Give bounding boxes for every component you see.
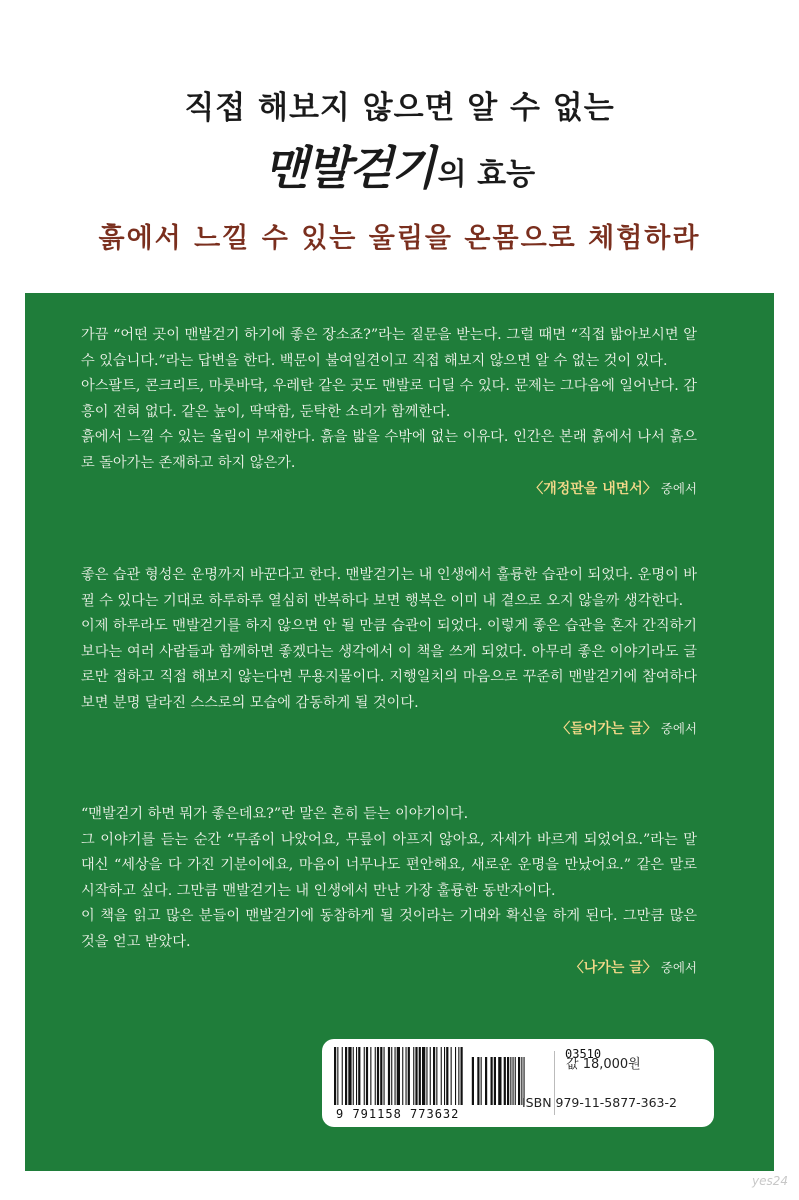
- excerpt-source: [81, 476, 697, 502]
- excerpt-source: [81, 955, 697, 981]
- excerpt-paragraph: 좋은 습관 형성은 운명까지 바꾼다고 한다. 맨발걷기는 내 인생에서 훌륭한 습관이 되었다. 운명이 바뀔 수 있다는 기대로 하루하루 열심히 반복하다 보면 행복은 이미 내 곁으로 오지 않을까 생각한다.: [81, 567, 697, 609]
- excerpt-3: [81, 802, 697, 981]
- excerpt-2: [81, 563, 697, 742]
- title-rest-text: 의 효능: [437, 157, 536, 192]
- book-title: [0, 132, 799, 198]
- watermark: yes24: [752, 1174, 789, 1188]
- headline: 직접 해보지 않으면 알 수 없는: [184, 90, 615, 126]
- excerpt-source: [81, 716, 697, 742]
- excerpt-paragraph: 아스팔트, 콘크리트, 마룻바닥, 우레탄 같은 곳도 맨발로 디딜 수 있다. 문제는 그다음에 일어난다. 감흥이 전혀 없다. 같은 높이, 딱딱함, 둔탁한 소리가 함께한다.: [81, 378, 697, 420]
- source-work: 〈들어가는 글〉: [556, 721, 657, 737]
- excerpt-paragraph: 흙에서 느낄 수 있는 울림이 부재한다. 흙을 밟을 수밖에 없는 이유다. 인간은 본래 흙에서 나서 흙으로 돌아가는 존재하고 하지 않은가.: [81, 429, 697, 471]
- barcode-label: [322, 1039, 714, 1127]
- excerpt-paragraph: “맨발걷기 하면 뭐가 좋은데요?”란 말은 흔히 듣는 이야기이다.: [81, 806, 469, 822]
- barcode-addon-number: 03510: [565, 1047, 602, 1061]
- source-tail: 중에서: [660, 721, 697, 736]
- subtitle: 흙에서 느낄 수 있는 울림을 온몸으로 체험하라: [98, 223, 701, 254]
- excerpt-paragraph: 이 책을 읽고 많은 분들이 맨발걷기에 동참하게 될 것이라는 기대와 확신을 하게 된다. 그만큼 많은 것을 얻고 받았다.: [81, 908, 697, 950]
- isbn: ISBN 979-11-5877-363-2: [522, 1095, 677, 1110]
- barcode-digits: 9 791158 773632: [336, 1107, 460, 1121]
- source-tail: 중에서: [660, 960, 697, 975]
- excerpt-1: [81, 323, 697, 502]
- excerpt-paragraph: 그 이야기를 듣는 순간 “무좀이 나았어요, 무릎이 아프지 않아요, 자세가 바르게 되었어요.”라는 말 대신 “세상을 다 가진 기분이에요, 마음이 너무나도 편안해요, 새로운 운명을 만났어요.” 같은 말로 시작하고 싶다. 그만큼 맨발걷기는 내 인생에서 만난 가장 훌륭한 동반자이다.: [81, 831, 697, 899]
- cover-header: [0, 0, 799, 290]
- excerpt-paragraph: 이제 하루라도 맨발걷기를 하지 않으면 안 될 만큼 습관이 되었다. 이렇게 좋은 습관을 혼자 간직하기보다는 여러 사람들과 함께하면 좋겠다는 생각에서 이 책을 쓰게 되었다. 아무리 좋은 이야기라도 글로만 접하고 직접 해보지 않는다면 무용지물이다. 지행일치의 마음으로 꾸준히 맨발걷기에 참여하다 보면 분명 달라진 스스로의 모습에 감동하게 될 것이다.: [81, 618, 697, 711]
- title-brush-text: 맨발걷기: [263, 141, 434, 195]
- source-tail: 중에서: [660, 481, 697, 496]
- source-work: 〈나가는 글〉: [569, 960, 657, 976]
- excerpt-paragraph: 가끔 “어떤 곳이 맨발걷기 하기에 좋은 장소죠?”라는 질문을 받는다. 그럴 때면 “직접 밟아보시면 알 수 있습니다.”라는 답변을 한다. 백문이 불여일견이고 직접 해보지 않으면 알 수 없는 것이 있다.: [81, 327, 697, 369]
- source-work: 〈개정판을 내면서〉: [529, 481, 657, 497]
- price: 값 18,000원: [566, 1057, 641, 1072]
